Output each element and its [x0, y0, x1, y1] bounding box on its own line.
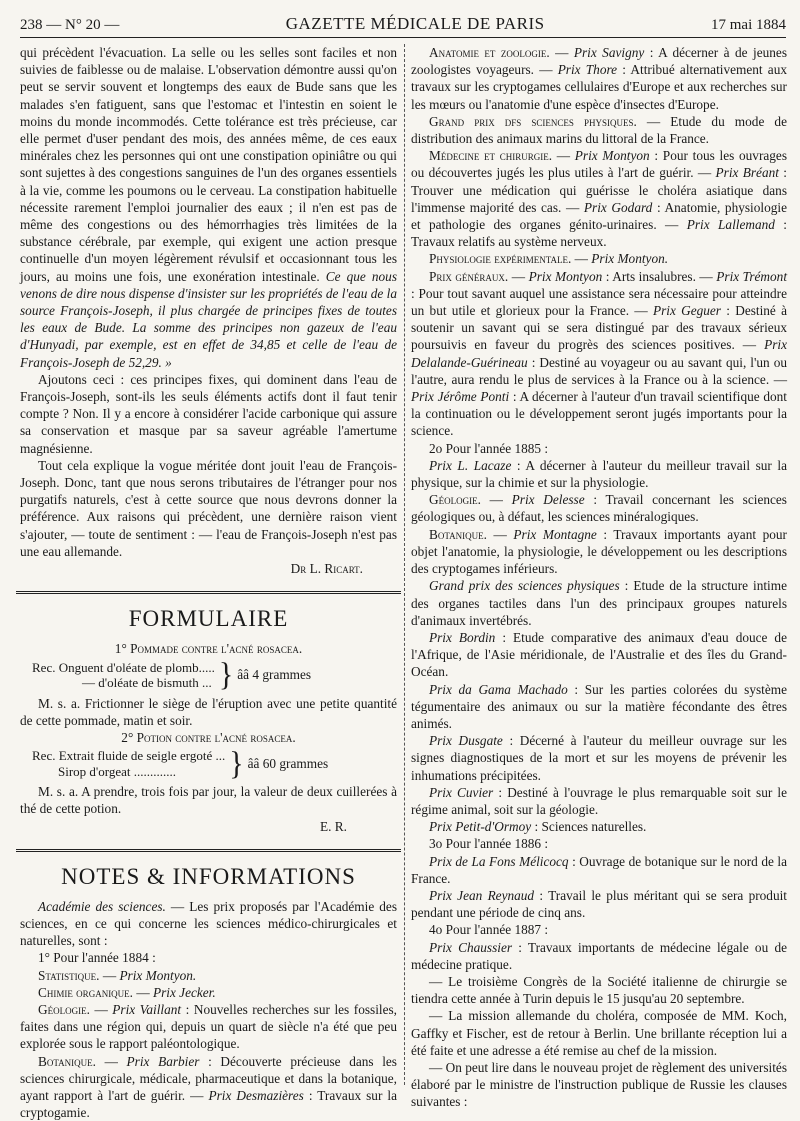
prize-description: : Travail concernant les sciences géologiques ou, à défaut, les sciences minéralogiques. [411, 492, 787, 525]
prize-description: : Travail le plus méritant qui se sera produit pendant une période de cinq ans. [411, 887, 787, 921]
year-heading: 2o Pour l'année 1885 : [429, 440, 549, 456]
prize-name: Prix Trémont [716, 268, 788, 284]
prize-entry [411, 526, 787, 578]
prize-name: Prix Geguer [652, 303, 721, 319]
issue-date: 17 mai 1884 [711, 17, 786, 33]
author-initials: E. R. [320, 818, 347, 834]
prize-entry [411, 147, 787, 250]
prize-name: Prix Montyon. [119, 967, 197, 983]
section-rule [16, 591, 401, 594]
prize-description: : Arts insalubres. — [602, 268, 717, 284]
prize-entry [411, 577, 787, 629]
journal-title: GAZETTE MÉDICALE DE PARIS [285, 14, 545, 33]
prize-description: : A décerner à l'auteur du meilleur travail sur la physique, sur la chimie et sur la physiologie. [411, 457, 787, 491]
year-heading: 3o Pour l'année 1886 : [429, 836, 549, 852]
category-label: Prix généraux. — [429, 268, 529, 284]
recipe-title: 2° Potion contre l'acné rosacea. [121, 729, 296, 745]
prize-name: Prix Vaillant [112, 1001, 182, 1017]
category-label: Géologie. — [429, 492, 512, 508]
prize-name: Prix Lallemand [686, 217, 775, 233]
prize-description: : Pour tous les ouvrages ou découvertes jugés les plus utiles à l'art de guérir. — [411, 148, 787, 181]
category-label: Physiologie expérimentale. — [429, 251, 592, 267]
prize-description: : Découverte précieuse dans les sciences chirurgicale, médicale, pharmaceutique et dans la botanique, ayant rapport à l'art de guérir. — [20, 1053, 397, 1103]
prize-description: : Sciences naturelles. [531, 819, 647, 835]
page-header [20, 14, 786, 34]
section-rule [16, 849, 401, 852]
recipe-instructions: M. s. a. A prendre, trois fois par jour, la valeur de deux cuillerées à thé de cette potion. [20, 784, 397, 817]
prize-name: Prix Delesse [511, 492, 585, 508]
prize-description: : Travaux sur la cryptogamie. [20, 1087, 397, 1121]
article-paragraph: Ajoutons ceci : ces principes fixes, qui dominent dans l'eau de François-Joseph, sont-ils les seuls éléments actifs dont il faut tenir compte ? Non. Il y a encore à considérer l'acide carbonique qui assure sa conservation et masque par sa saveur agréable l'amertume magnésienne. [20, 371, 397, 456]
year-heading: 4o Pour l'année 1887 : [429, 922, 549, 938]
prize-description: : A décerner à de jeunes zoologistes voyageurs. — [411, 45, 787, 78]
prize-name: Prix Jecker. [152, 984, 216, 1000]
prize-description: : Destiné à soutenir un savant qui se sera distingué par des travaux sérieux poursuivis en faveur du progrès des sciences positives. — [411, 303, 787, 353]
news-item: — Le troisième Congrès de la Société italienne de chirurgie se tiendra cette année à Turin depuis le 15 jusqu'au 20 septembre. [411, 973, 787, 1007]
prize-name: Prix Montyon [528, 268, 603, 284]
notes-title: NOTES & INFORMATIONS [61, 863, 356, 889]
prize-name: Prix L. Lacaze [429, 457, 512, 473]
recipe-dose: ââ 60 grammes [247, 756, 329, 771]
category-label: Anatomie et zoologie. — [429, 45, 574, 60]
prize-name: Prix Bréant [715, 165, 779, 181]
prize-name: Prix Chaussier [429, 939, 513, 955]
prize-entry [411, 853, 787, 887]
article-paragraph [20, 44, 397, 371]
brace-glyph: } [218, 656, 234, 693]
prize-description: : Anatomie, physiologie et pathologie des organes génito-urinaires. — [411, 199, 787, 233]
recipe-ingredients [32, 744, 397, 782]
prize-name: Prix Desmazières [208, 1087, 304, 1103]
recipe-ingredients [32, 656, 397, 693]
prize-name: Prix Bordin [429, 629, 496, 645]
prize-name: Prix Delalande-Guérineau [411, 337, 787, 370]
header-rule [20, 37, 786, 38]
author-signature: Dr L. Ricart. [290, 561, 363, 577]
prize-name: Prix Montagne [513, 526, 597, 542]
prize-name: Prix da Gama Machado [429, 681, 568, 697]
formulaire-title: FORMULAIRE [128, 606, 289, 632]
prize-entry [411, 939, 787, 973]
category-label: Chimie organique. — [38, 984, 153, 1000]
year-heading: 1° Pour l'année 1884 : [38, 950, 156, 966]
prize-entry [411, 818, 787, 835]
prize-name: Prix Jean Reynaud [429, 887, 535, 903]
paragraph-text: qui précèdent l'évacuation. La selle ou les selles sont faciles et non suivies de faiblesse ou de malaise. L'observation démontre aussi qu'on peut se servir souvent et longtemps des eaux de Bude sans que les malades s'en fatiguent, sans que l'estomac et l'intestin en soient le moins du monde incommodés. Cette tolérance est très précieuse, car elle permet d'user pendant des mois, des années même, de ces eaux minérales chez les personnes qui ont une constipation opiniâtre ou qui sont sujettes à des congestions sanguines de l'un des organes essentiels à la vie, comme les poumons ou le cerveau. La constipation habituelle nécessite rarement l'emploi journalier des eaux ; il n'en est pas de même des congestions ou des hémorrhagies très limitées de la substance cérébrale, par exemple, qui exigent une action presque continuelle d'un moyen légèrement révulsif et occasionnant tous les jours, au moins une fois, une exonération intestinale. [20, 45, 397, 284]
italic-quote: Ce que nous venons de dire nous dispense d'insister sur les propriétés de l'eau de la source François-Joseph, il plus chargée de principes fixes de toutes les eaux de Bude. La somme des principes non gazeux de l'eau d'Hunyadi, par exemple, est en effet de 34,85 et celle de l'eau de François-Joseph de 52,29. » [20, 268, 397, 370]
prize-description: — Etude du mode de distribution des animaux marins du littoral de la France. [411, 113, 787, 147]
page-number: 238 — N° 20 — [20, 17, 120, 33]
article-paragraph: Tout cela explique la vogue méritée dont jouit l'eau de François-Joseph. Donc, tant que nous serons tributaires de l'étranger pour nos purgatifs naturels, c'est à cette source que nous devrons donner la préférence. Aux raisons qui précèdent, une dernière raison vient s'ajouter, — toute de sentiment : — l'eau de François-Joseph n'est pas une eau allemande. [20, 457, 397, 559]
category-label: Grand prix dfs sciences physiques. [429, 113, 637, 129]
prize-entry [20, 1001, 397, 1053]
prize-name: Prix Barbier [126, 1053, 200, 1069]
prize-description: : Destiné à l'ouvrage le plus remarquable soit sur le régime animal, soit sur la géologie. [411, 784, 787, 817]
recipe-instructions: M. s. a. Frictionner le siège de l'éruption avec une petite quantité de cette pommade, matin et soir. [20, 695, 397, 728]
prize-name: Grand prix des sciences physiques [429, 578, 620, 594]
prize-name: Prix Jérôme Ponti [411, 389, 510, 405]
prize-description: : Ouvrage de botanique sur le nord de la France. [411, 853, 787, 886]
prize-description: : Etude comparative des animaux d'eau douce de l'Afrique, de l'Asie méridionale, de l'Australie et des îles du Grand-Océan. [411, 629, 787, 680]
prize-entry [20, 984, 397, 1001]
prize-description: : Nouvelles recherches sur les fossiles, faites dans une région qui, depuis un quart de siècle n'a été que peu explorée sous le rapport paléontologique. [20, 1001, 397, 1052]
ingredient-line: Sirop d'orgeat ............. [58, 763, 177, 779]
prize-entry [411, 887, 787, 921]
prize-name: Prix Montyon. [591, 251, 669, 267]
prize-entry [411, 250, 787, 267]
prize-entry [411, 457, 787, 491]
academie-label: Académie des sciences. [38, 898, 166, 914]
prize-name: Prix Thore [557, 62, 618, 78]
prize-entry [411, 681, 787, 733]
prize-entry [20, 1053, 397, 1121]
prize-entry [411, 113, 787, 147]
prize-description: : A décerner à l'auteur d'un travail scientifique dont la continuation ou le développement seront jugés importants pour la science. [411, 389, 788, 439]
prize-description: : Etude de la structure intime des organes tactiles dans l'un des principaux groupes naturels d'animaux invertébrés. [411, 578, 787, 628]
prize-description: : Pour tout savant auquel une assistance sera nécessaire pour atteindre un but utile et glorieux pour la France. — [411, 285, 787, 319]
prize-description: : Attribué alternativement aux travaux sur les cryptogames cellulaires d'Europe et aux recherches sur les mœurs ou l'anatomie d'une espèce d'insectes d'Europe. [411, 62, 788, 112]
left-column [20, 44, 397, 1121]
category-label: Botanique. — [38, 1053, 127, 1069]
prize-entry [411, 732, 787, 784]
paragraph-text: — Les prix proposés par l'Académie des sciences, en ce qui concerne les sciences médico-chirurgicales et naturelles, sont : [20, 898, 397, 949]
recipe-title: 1° Pommade contre l'acné rosacea. [114, 641, 303, 657]
category-label: Botanique. — [429, 526, 514, 542]
category-label: Statistique. — [38, 967, 120, 983]
prize-name: Prix Cuvier [429, 784, 494, 800]
ingredient-line: — d'oléate de bismuth ... [82, 675, 212, 690]
prize-description: : Sur les parties colorées du système tégumentaire des animaux ou sur la matière fécondante des êtres animés. [411, 681, 787, 731]
prize-description: : Travaux relatifs au système nerveux. [411, 217, 787, 250]
prize-name: Prix Dusgate [429, 733, 503, 749]
notes-intro [20, 898, 397, 950]
prize-description: : Décerné à l'auteur du meilleur ouvrage sur les signes diagnostiques de la mort et sur les moyens de prévenir les inhumations précipitées. [411, 733, 787, 783]
news-item: — La mission allemande du choléra, composée de MM. Koch, Gaffky et Fischer, est de retour à Berlin. Une brillante réception lui a été faite et une adresse a été remise au chef de la mission. [411, 1008, 787, 1058]
column-divider [404, 44, 405, 1085]
prize-entry [20, 967, 397, 984]
ingredient-line: Rec. Extrait fluide de seigle ergoté ... [32, 748, 226, 764]
prize-description: : Trouver une médication qui guérisse le choléra asiatique dans l'immense majorité des cas. — [411, 165, 787, 215]
prize-entry [411, 629, 787, 681]
prize-entry [411, 784, 787, 818]
recipe-dose: ââ 4 grammes [237, 667, 312, 683]
right-column [411, 44, 787, 1111]
prize-description: : Destiné au voyageur ou au savant qui, l'un ou l'autre, aura rendu le plus de services à la France ou à la science. — [411, 354, 787, 387]
prize-entry [411, 44, 787, 113]
prize-name: Prix Montyon [574, 148, 650, 164]
news-item: — On peut lire dans le nouveau projet de règlement des universités élaboré par le ministre de l'instruction publique de Russie les clauses suivantes : [411, 1059, 787, 1110]
prize-entry [411, 491, 787, 525]
prize-name: Prix Savigny [573, 45, 645, 60]
prize-entry [411, 268, 787, 440]
category-label: Géologie. — [38, 1001, 113, 1017]
prize-name: Prix Petit-d'Ormoy [429, 819, 532, 835]
prize-name: Prix Godard [583, 199, 653, 215]
prize-description: : Travaux importants de médecine légale ou de médecine pratique. [411, 939, 787, 972]
brace-glyph: } [229, 744, 244, 782]
prize-name: Prix de La Fons Mélicocq [429, 853, 569, 869]
category-label: Médecine et chirurgie. — [429, 148, 575, 164]
ingredient-line: Rec. Onguent d'oléate de plomb..... [32, 659, 215, 675]
prize-description: : Travaux importants ayant pour objet l'anatomie, la physiologie, le développement ou les descriptions des cryptogames inférieurs. [411, 526, 787, 577]
